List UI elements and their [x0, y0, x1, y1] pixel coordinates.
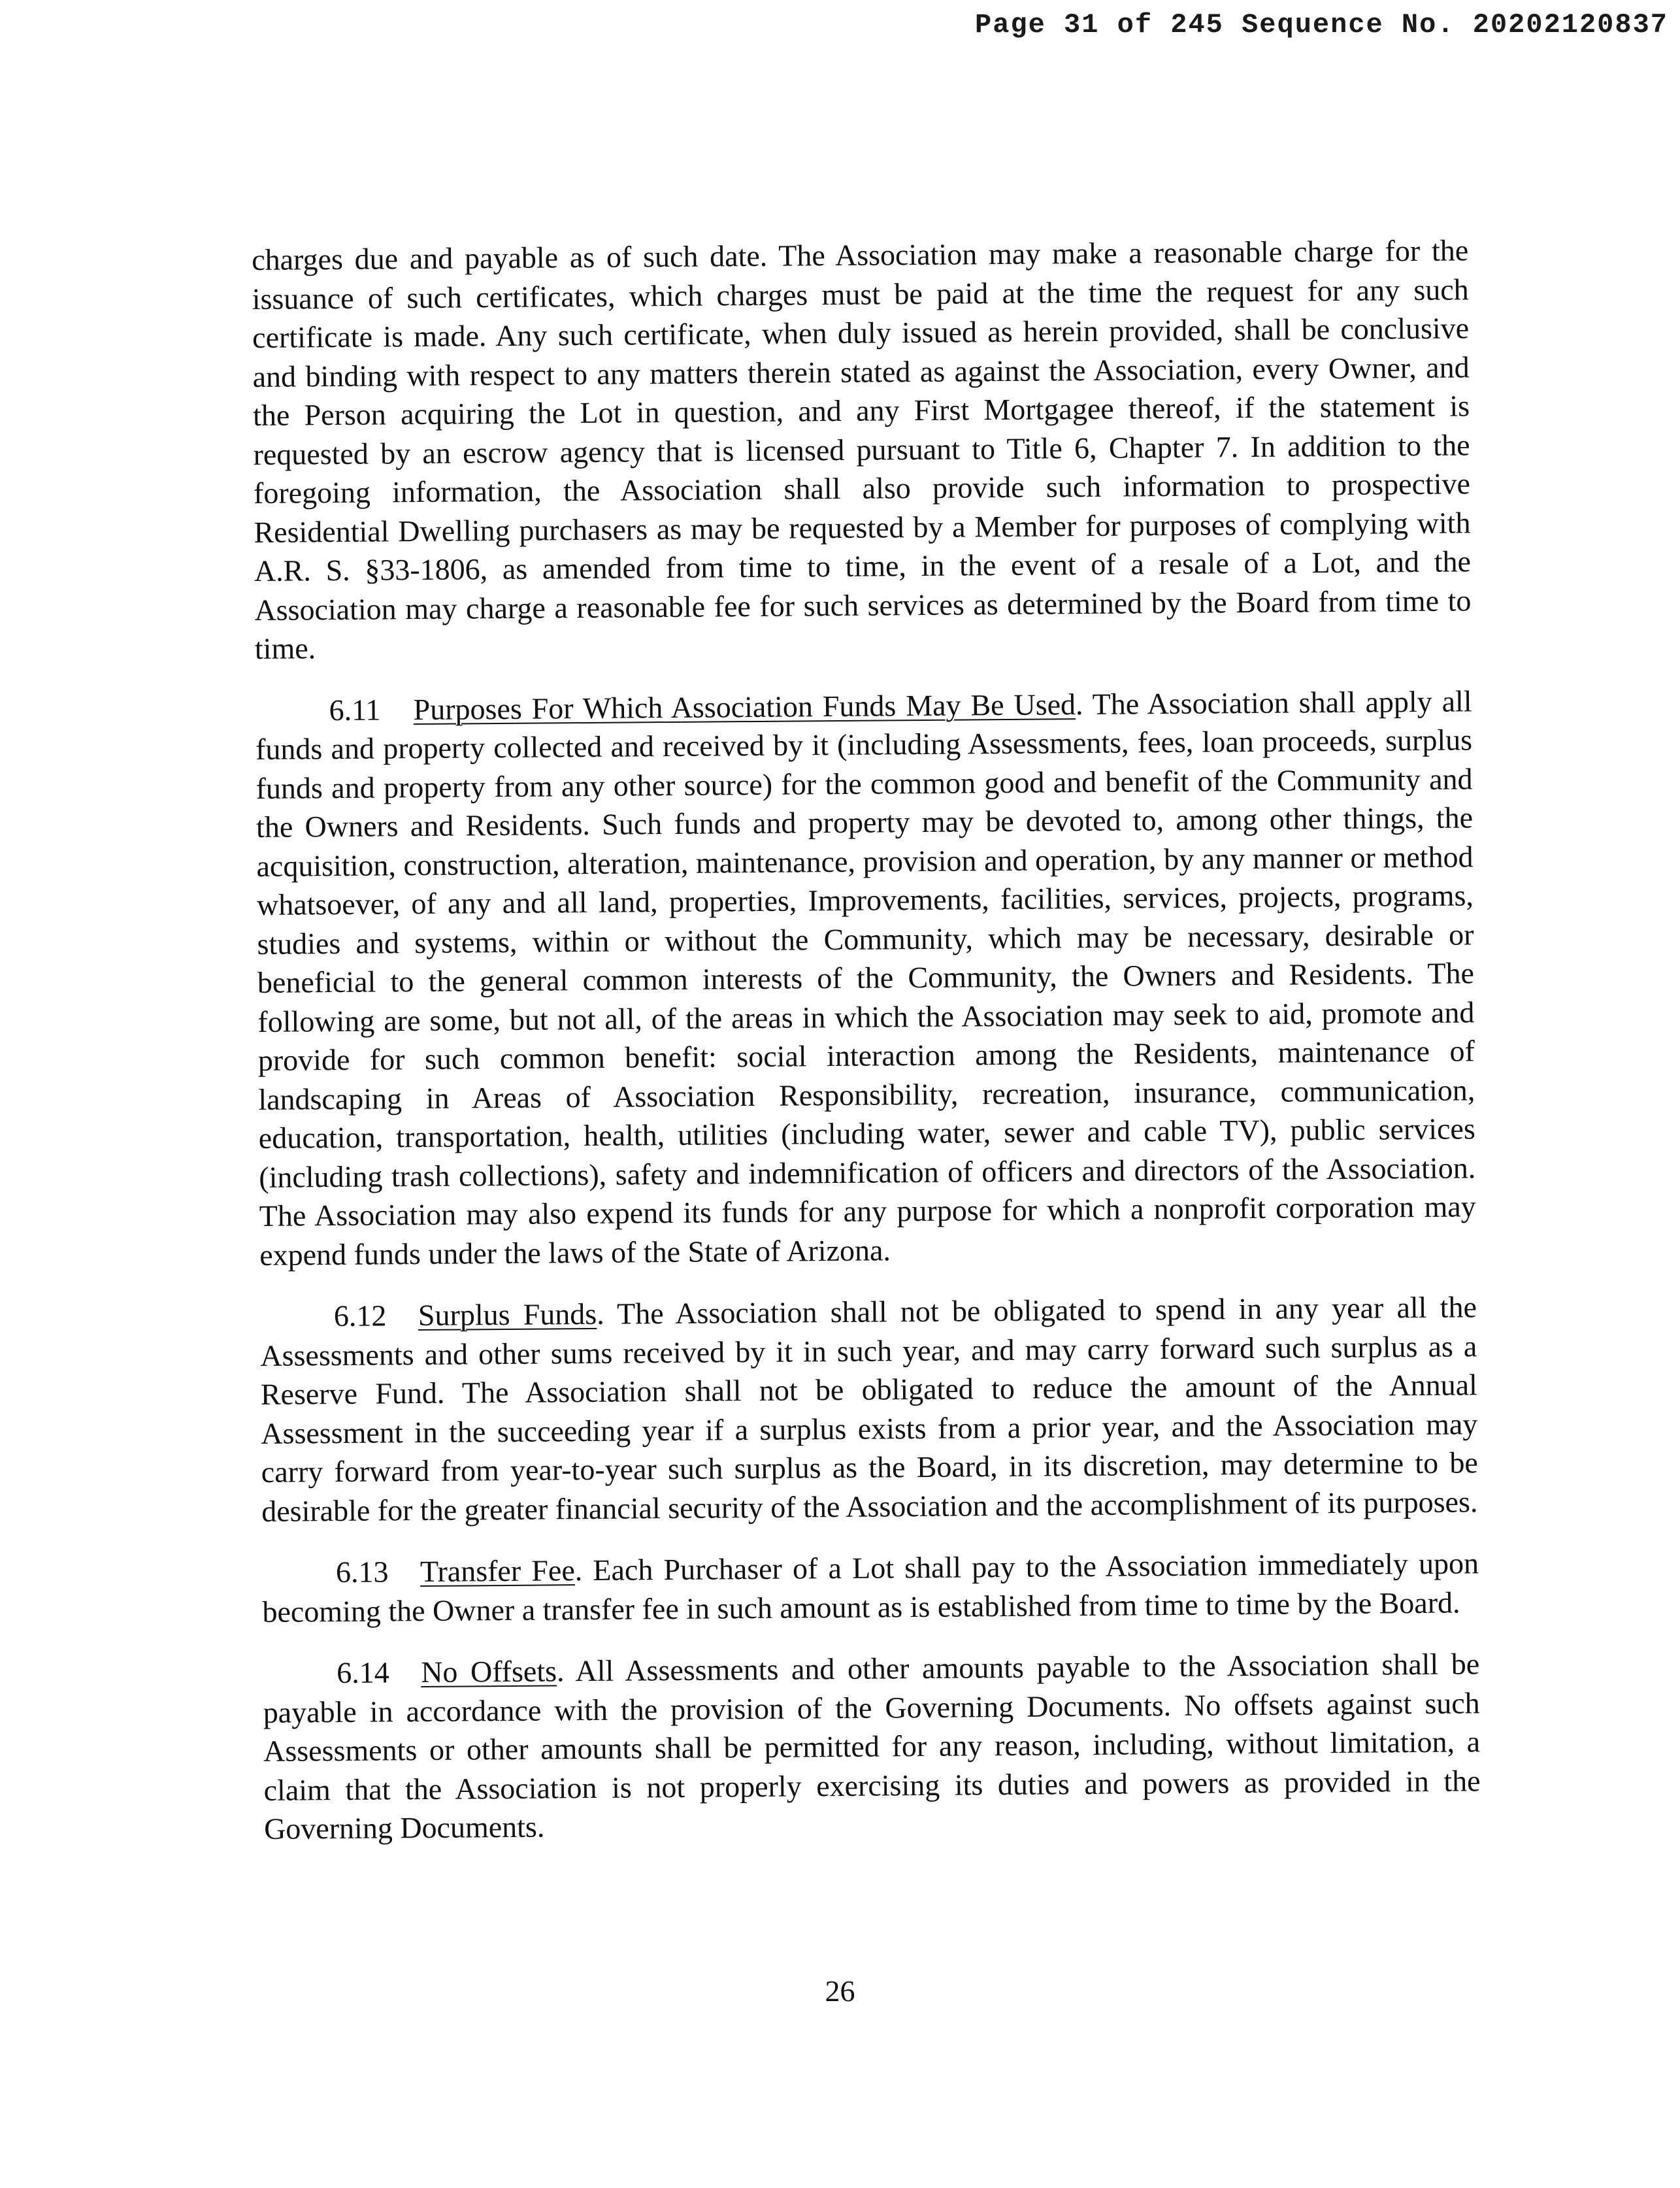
section-text: . All Assessments and other amounts payable to the Association shall be payable in accordance with the provision of the Governing Documents. No offsets against such Assessments or other amounts shall be permitted for any reason, including, without limitation, a claim that the Association is not properly exercising its duties and powers as provided in the Governing Documents.	[263, 1647, 1481, 1846]
section-number: 6.14	[337, 1655, 389, 1690]
section-number: 6.13	[335, 1555, 389, 1589]
page-number: 26	[825, 1974, 855, 2008]
section-text: . The Association shall apply all funds and property collected and received by it (including Assessments, fees, loan proceeds, surplus funds and property from any other source) for the common good and benefit of the Community and the Owners and Residents. Such funds and property may be devoted to, among other things, the acquisition, construction, alteration, maintenance, provision and operation, by any manner or method whatsoever, of any and all land, properties, Improvements, facilities, services, projects, programs, studies and systems, within or without the Community, which may be necessary, desirable or beneficial to the general common interests of the Community, the Owners and Residents. The following are some, but not all, of the areas in which the Association may seek to aid, promote and provide for such common benefit: social interaction among the Residents, maintenance of landscaping in Areas of Association Responsibility, recreation, insurance, communication, education, transportation, health, utilities (including water, sewer and cable TV), public services (including trash collections), safety and indemnification of officers and directors of the Association. The Association may also expend its funds for any purpose for which a nonprofit corporation may expend funds under the laws of the State of Arizona.	[255, 684, 1476, 1272]
section-6-11	[255, 682, 1476, 1274]
section-6-13	[262, 1544, 1479, 1631]
section-6-12	[260, 1287, 1479, 1531]
section-number: 6.11	[329, 692, 381, 727]
section-6-14	[263, 1644, 1481, 1848]
section-title: Surplus Funds	[418, 1297, 597, 1333]
page-header: Page 31 of 245 Sequence No. 20202120837	[975, 9, 1668, 41]
section-text: . Each Purchaser of a Lot shall pay to the Association immediately upon becoming the Owner a transfer fee in such amount as is established from time to time by the Board.	[262, 1546, 1479, 1629]
section-title: Purposes For Which Association Funds May Be Used	[413, 687, 1076, 726]
section-number: 6.12	[333, 1299, 387, 1333]
section-title: No Offsets	[421, 1654, 557, 1689]
document-body	[252, 231, 1481, 1871]
continuation-paragraph: charges due and payable as of such date. The Association may make a reasonable charge for the issuance of such certificates, which charges must be paid at the time the request for any such certificate is made. Any such certificate, when duly issued as herein provided, shall be conclusive and binding with respect to any matters therein stated as against the Association, every Owner, and the Person acquiring the Lot in question, and any First Mortgagee thereof, if the statement is requested by an escrow agency that is licensed pursuant to Title 6, Chapter 7. In addition to the foregoing information, the Association shall also provide such information to prospective Residential Dwelling purchasers as may be requested by a Member for purposes of complying with A.R. S. §33-1806, as amended from time to time, in the event of a resale of a Lot, and the Association may charge a reasonable fee for such services as determined by the Board from time to time.	[252, 233, 1472, 665]
section-title: Transfer Fee	[420, 1553, 575, 1589]
section-text: . The Association shall not be obligated to spend in any year all the Assessments and other sums received by it in such year, and may carry forward such surplus as a Reserve Fund. The Association shall not be obligated to reduce the amount of the Annual Assessment in the succeeding year if a surplus exists from a prior year, and the Association may carry forward from year-to-year such surplus as the Board, in its discretion, may determine to be desirable for the greater financial security of the Association and the accomplishment of its purposes.	[260, 1290, 1478, 1528]
